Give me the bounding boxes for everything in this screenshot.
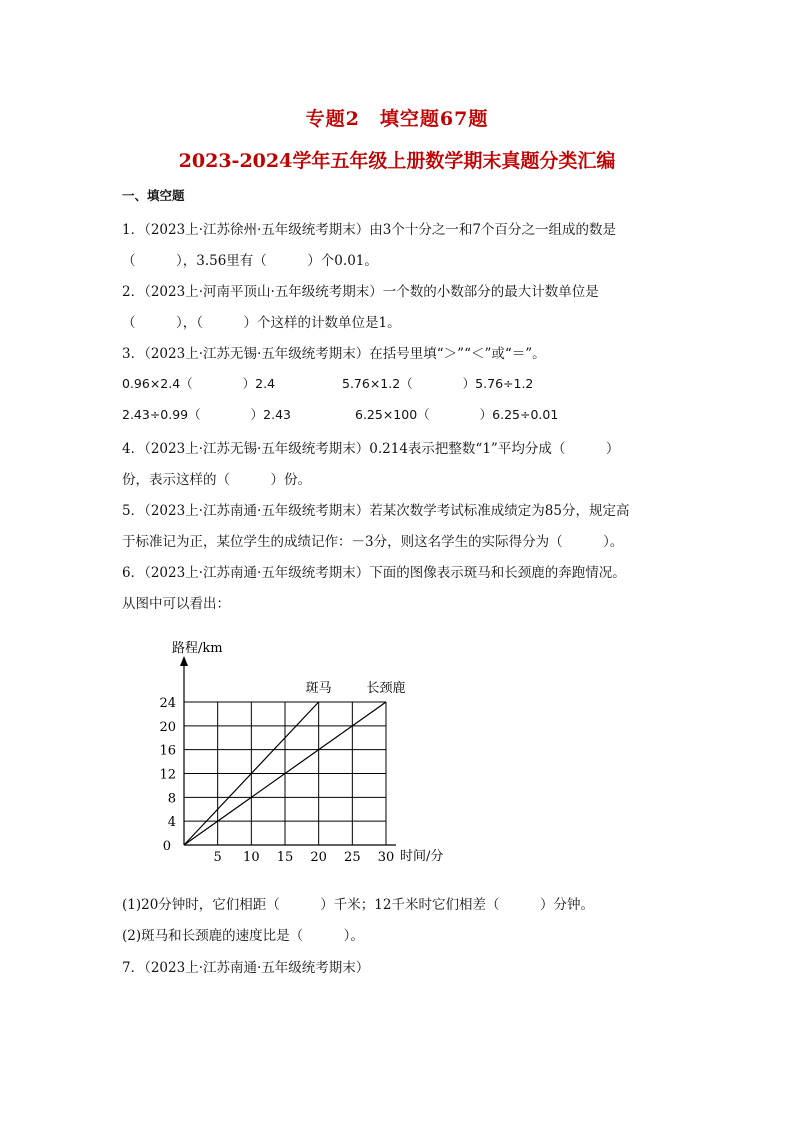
page-subtitle: 2023-2024学年五年级上册数学期末真题分类汇编 (178, 150, 616, 172)
y-tick-label: 24 (159, 696, 176, 711)
q4-line1: 4．（2023上·江苏无锡·五年级统考期末）0.214表示把整数“1”平均分成（ ） (122, 441, 620, 457)
q6-sub1: (1)20分钟时，它们相距（ ）千米；12千米时它们相差（ ）分钟。 (122, 897, 594, 913)
q3-compare-a: 0.96×2.4（ ）2.4 (122, 376, 276, 391)
y-tick-label: 12 (159, 767, 176, 783)
q5-line2: 于标准记为正，某位学生的成绩记作：－3分，则这名学生的实际得分为（ ）。 (122, 534, 624, 550)
y-tick-label: 16 (159, 743, 176, 759)
x-tick-label: 5 (213, 850, 222, 865)
q6-sub2: (2)斑马和长颈鹿的速度比是（ ）。 (122, 928, 364, 944)
y-tick-label: 8 (167, 791, 176, 807)
q3-line1: 3．（2023上·江苏无锡·五年级统考期末）在括号里填“＞”“＜”或“＝”。 (122, 346, 546, 362)
q4-line2: 份，表示这样的（ ）份。 (122, 472, 311, 488)
series-label: 长颈鹿 (366, 681, 406, 696)
q3-compare-c: 2.43÷0.99（ ）2.43 (122, 407, 291, 422)
q2-line2: （ ），（ ）个这样的计数单位是1。 (122, 315, 401, 331)
x-axis-label: 时间/分 (400, 849, 444, 864)
q7-line1: 7．（2023上·江苏南通·五年级统考期末） (122, 960, 370, 976)
q6-line1: 6．（2023上·江苏南通·五年级统考期末）下面的图像表示斑马和长颈鹿的奔跑情况。 (122, 565, 626, 581)
y-tick-label: 4 (167, 815, 176, 831)
x-tick-label: 15 (276, 850, 294, 865)
q3-compare-d: 6.25×100（ ）6.25÷0.01 (355, 407, 559, 422)
y-tick-label: 20 (159, 719, 176, 735)
y-axis-label: 路程/km (172, 641, 223, 656)
x-tick-label: 30 (377, 850, 395, 865)
q5-line1: 5．（2023上·江苏南通·五年级统考期末）若某次数学考试标准成绩定为85分，规定高 (122, 503, 630, 519)
q6-line2: 从图中可以看出： (122, 596, 230, 612)
q2-line1: 2．（2023上·河南平顶山·五年级统考期末）一个数的小数部分的最大计数单位是 (122, 284, 599, 300)
series-label: 斑马 (305, 681, 332, 696)
q1-line1: 1．（2023上·江苏徐州·五年级统考期末）由3个十分之一和7个百分之一组成的数是 (122, 222, 616, 238)
origin-label: 0 (162, 839, 171, 854)
section-heading: 一、填空题 (122, 188, 185, 203)
x-tick-label: 10 (243, 850, 260, 865)
y-axis-arrow (180, 656, 188, 666)
q3-compare-b: 5.76×1.2（ ）5.76÷1.2 (342, 376, 534, 391)
x-tick-label: 20 (310, 850, 327, 865)
q1-line2: （ ），3.56里有（ ）个0.01。 (122, 253, 378, 269)
x-tick-label: 25 (344, 850, 361, 865)
page-title: 专题2 填空题67题 (305, 108, 489, 130)
